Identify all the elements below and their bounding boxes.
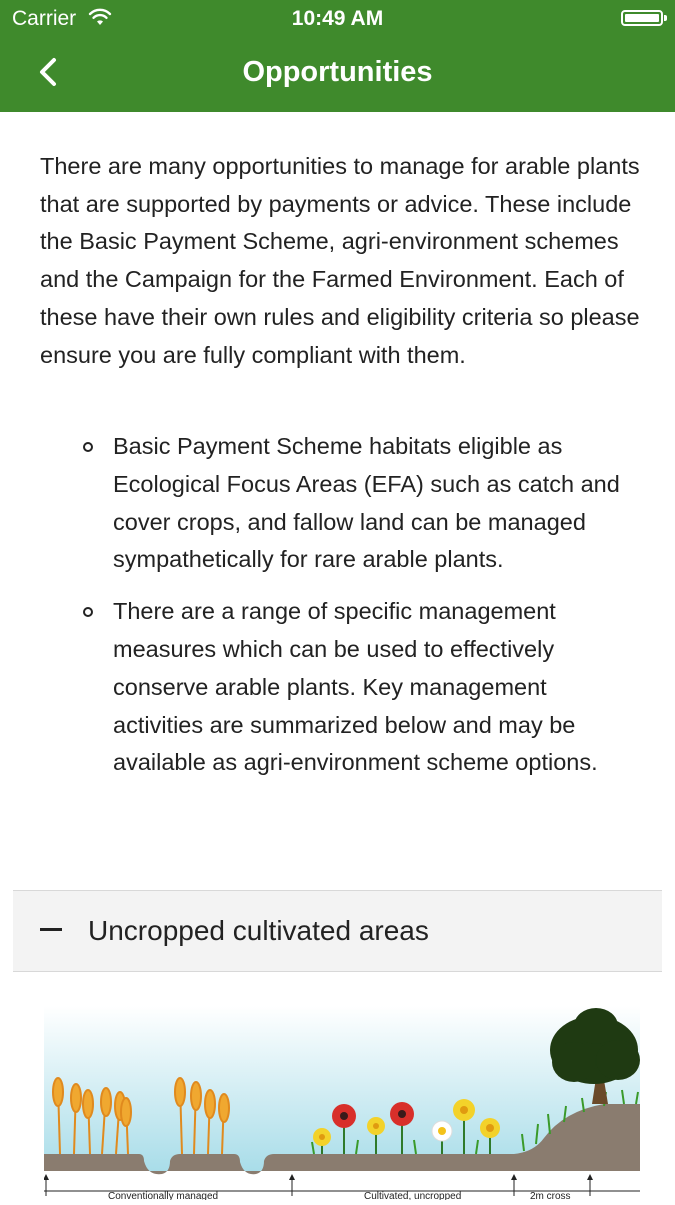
bullet-circle-icon [83, 442, 93, 452]
bullet-text: Basic Payment Scheme habitats eligible as Ecological Focus Areas (EFA) such as catch and cover crops, and fallow land can be managed sympathetically for rare arable plants. [113, 433, 620, 573]
navigation-bar [0, 36, 675, 112]
bullet-circle-icon [83, 607, 93, 617]
field-margin-illustration [44, 1006, 640, 1200]
list-item [0, 593, 675, 782]
minus-icon [40, 928, 62, 931]
page-title: Opportunities [242, 56, 433, 88]
bullet-text: There are a range of specific management measures which can be used to effectively conserve arable plants. Key management activities are summarized below and may be available as agri-environment scheme options. [113, 598, 598, 776]
accordion-title: Uncropped cultivated areas [88, 915, 429, 946]
intro-paragraph: There are many opportunities to manage for arable plants that are supported by payments or advice. These include the Basic Payment Scheme, agri-environment schemes and the Campaign for the Farmed Environment. Each of these have their own rules and eligibility criteria so please ensure you are fully compliant with them. [40, 153, 640, 368]
illustration-label: Conventionally managed [108, 1191, 219, 1200]
accordion-uncropped-cultivated-areas[interactable] [13, 890, 662, 972]
bullet-list [0, 428, 675, 782]
illustration-label: Cultivated, uncropped [364, 1191, 462, 1200]
illustration-label: 2m cross [530, 1191, 571, 1200]
carrier-label: Carrier [12, 7, 77, 30]
list-item [0, 428, 675, 579]
battery-icon [621, 10, 663, 26]
status-bar [0, 0, 675, 36]
clock: 10:49 AM [291, 7, 384, 30]
